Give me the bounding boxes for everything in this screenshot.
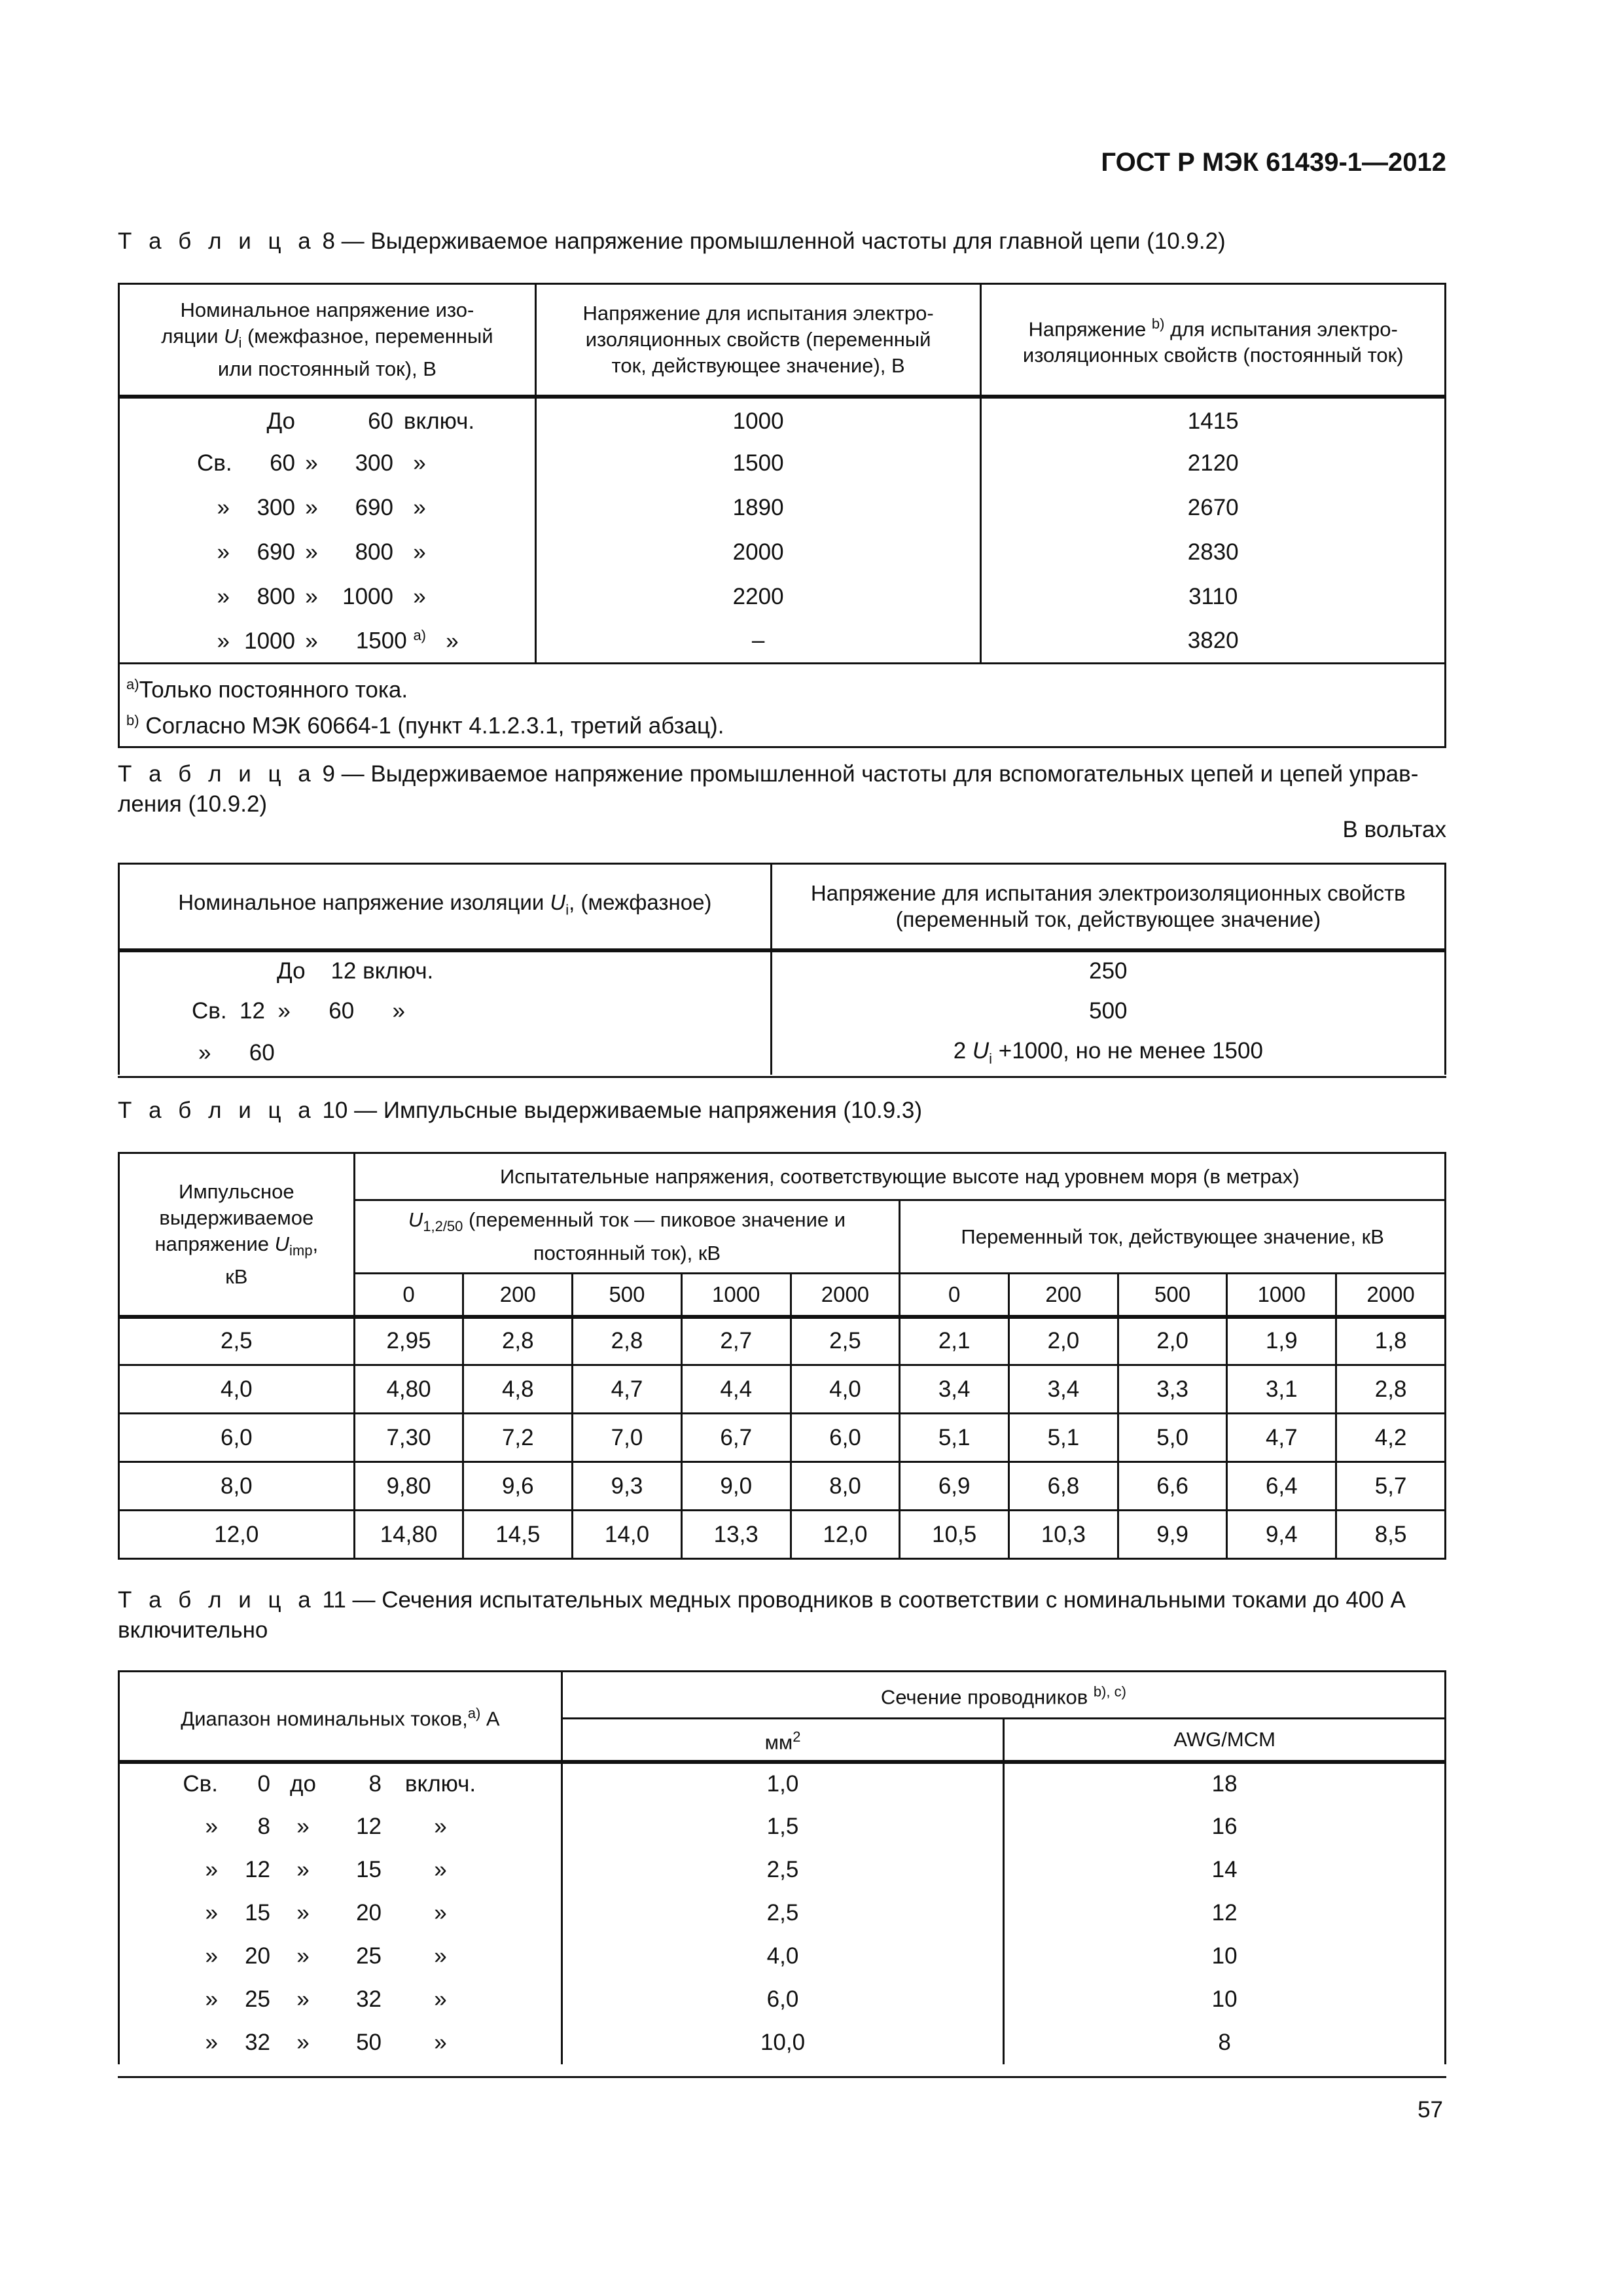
range-sep: »: [305, 583, 318, 609]
range-prefix: »: [205, 1899, 218, 1926]
range-sep: »: [296, 1813, 310, 1839]
range-suffix: »: [434, 1856, 447, 1882]
table10-cell: 9,3: [573, 1462, 682, 1511]
table10-cell: 4,0: [791, 1365, 900, 1414]
table11-mm2-value: 2,5: [562, 1848, 1003, 1892]
table8: [118, 283, 1446, 748]
range-suffix: включ.: [404, 1771, 476, 1797]
range-sep: »: [296, 2029, 310, 2055]
table10-cell: 4,2: [1336, 1414, 1446, 1462]
table10-cell: 2,0: [1118, 1317, 1227, 1365]
range-prefix: »: [205, 1856, 218, 1882]
range-prefix: »: [217, 539, 230, 565]
range-to: 690: [355, 494, 393, 520]
table-row: [119, 441, 1446, 486]
table10-cell: 3,4: [1009, 1365, 1118, 1414]
range-sep: »: [296, 1899, 310, 1926]
table9-row3-value: 2 $U_i +1000$, но не менее 1500: [771, 1031, 1445, 1075]
table8-notes: [119, 664, 1446, 747]
table9-units: В вольтах: [1342, 817, 1446, 842]
range-to: 50: [356, 2029, 382, 2055]
table8-ac-value: 2200: [535, 575, 981, 619]
table10-body: [119, 1317, 1446, 1559]
table10-cell: 7,0: [573, 1414, 682, 1462]
range-to: 300: [355, 450, 393, 476]
table-row: [119, 619, 1446, 664]
table8-ac-value: 1890: [535, 486, 981, 530]
range-to: 32: [356, 1986, 382, 2012]
table10-sub-impulse: $U_{1,2/50}$ (переменный ток — пиковое значение и постоянный ток), кВ: [354, 1200, 900, 1274]
table-row: [119, 1462, 1446, 1511]
table8-dc-value: 2670: [981, 486, 1446, 530]
table11-range: [119, 1762, 562, 1805]
range-to: 800: [355, 539, 393, 565]
range-from: До: [266, 408, 295, 434]
table8-range: [119, 530, 536, 575]
range-from: 690: [257, 539, 295, 565]
table10-uimp-value: 2,5: [119, 1317, 355, 1365]
table-row: [119, 1848, 1446, 1892]
range-suffix: »: [413, 494, 426, 520]
table9-row2-range: Св. 12 » 60 »: [119, 991, 772, 1031]
table8-dc-value: 3820: [981, 619, 1446, 664]
range-suffix: »: [413, 583, 426, 609]
table-row: [119, 1892, 1446, 1935]
table8-col-ac: Напряжение для испытания электро- изоляционных свойств (переменный ток, действующее значение), В: [535, 284, 981, 397]
range-suffix: »: [446, 628, 459, 654]
table10-cell: 6,8: [1009, 1462, 1118, 1511]
range-from: 15: [245, 1899, 270, 1926]
range-from: 8: [257, 1813, 270, 1839]
table8-note-a: $^{a)}$Только постоянного тока.: [126, 676, 408, 703]
table10-cell: 4,7: [1227, 1414, 1336, 1462]
table10-uimp-value: 6,0: [119, 1414, 355, 1462]
table11-range: [119, 1892, 562, 1935]
table10-cell: 6,0: [791, 1414, 900, 1462]
table10-cell: 10,3: [1009, 1511, 1118, 1559]
table10-cell: 7,30: [354, 1414, 463, 1462]
table10-altitude: 1000: [681, 1274, 791, 1317]
table11-mm2-value: 6,0: [562, 1978, 1003, 2021]
table10-group-header: Испытательные напряжения, соответствующие высоте над уровнем моря (в метрах): [354, 1153, 1445, 1200]
standard-designation: ГОСТ Р МЭК 61439-1—2012: [1101, 148, 1446, 177]
range-prefix: »: [205, 1943, 218, 1969]
table10-cell: 3,3: [1118, 1365, 1227, 1414]
range-prefix: »: [205, 2029, 218, 2055]
range-suffix: »: [434, 1943, 447, 1969]
table10-cell: 2,95: [354, 1317, 463, 1365]
table8-col-nominal: Номинальное напряжение изо- ляции $U_i$ (межфазное, переменный или постоянный ток), В: [119, 284, 536, 397]
table10-cell: 4,8: [463, 1365, 573, 1414]
table10-altitude: 2000: [791, 1274, 900, 1317]
table11-body: [119, 1762, 1446, 2064]
range-from: 20: [245, 1943, 270, 1969]
table-row: [119, 2021, 1446, 2064]
table-row: [119, 1978, 1446, 2021]
table8-ac-value: –: [535, 619, 981, 664]
table11-col-awg: AWG/MCM: [1004, 1719, 1446, 1762]
table11-group-header: Сечение проводников $^{b), c)}$: [562, 1672, 1445, 1719]
range-to: 12: [356, 1813, 382, 1839]
table10-uimp-value: 4,0: [119, 1365, 355, 1414]
table10-cell: 9,0: [681, 1462, 791, 1511]
range-sep: »: [305, 450, 318, 476]
table-row: [119, 530, 1446, 575]
table9-row1-range: До 12 включ.: [119, 950, 772, 991]
table10-cell: 3,4: [900, 1365, 1009, 1414]
table11: [118, 1670, 1446, 2064]
table8-dc-value: 3110: [981, 575, 1446, 619]
range-from: 60: [270, 450, 295, 476]
table11-awg-value: 10: [1004, 1978, 1446, 2021]
table11-bottom-border: [118, 2076, 1446, 2078]
table10-cell: 6,6: [1118, 1462, 1227, 1511]
table10-altitude: 500: [573, 1274, 682, 1317]
table10-cell: 8,0: [791, 1462, 900, 1511]
table10: [118, 1152, 1446, 1560]
table-row: [119, 486, 1446, 530]
table9-bottom-border: [118, 1076, 1446, 1078]
table10-altitude: 200: [463, 1274, 573, 1317]
table9-row1-value: 250: [771, 950, 1445, 991]
range-to: 60: [368, 408, 393, 434]
table-row: [119, 1317, 1446, 1365]
table11-awg-value: 10: [1004, 1935, 1446, 1978]
range-suffix: »: [413, 539, 426, 565]
table8-ac-value: 2000: [535, 530, 981, 575]
table11-mm2-value: 10,0: [562, 2021, 1003, 2064]
table8-range: [119, 486, 536, 530]
table10-cell: 6,7: [681, 1414, 791, 1462]
table11-col-mm2: $мм^2$: [562, 1719, 1003, 1762]
range-prefix: Св.: [197, 450, 232, 476]
table10-cell: 2,8: [573, 1317, 682, 1365]
table10-cell: 1,8: [1336, 1317, 1446, 1365]
table8-dc-value: 1415: [981, 397, 1446, 441]
table10-uimp-value: 12,0: [119, 1511, 355, 1559]
table10-cell: 14,5: [463, 1511, 573, 1559]
table10-cell: 5,7: [1336, 1462, 1446, 1511]
table10-cell: 13,3: [681, 1511, 791, 1559]
range-sep: »: [296, 1986, 310, 2012]
table8-ac-value: 1000: [535, 397, 981, 441]
table10-col-uimp: Импульсное выдерживаемое напряжение $U_{imp}$, кВ: [119, 1153, 355, 1317]
table-row: [119, 1935, 1446, 1978]
table10-cell: 2,7: [681, 1317, 791, 1365]
table11-awg-value: 18: [1004, 1762, 1446, 1805]
table-row: [119, 1414, 1446, 1462]
range-suffix: »: [434, 1899, 447, 1926]
table10-cell: 2,0: [1009, 1317, 1118, 1365]
range-suffix: »: [434, 1986, 447, 2012]
table10-cell: 9,4: [1227, 1511, 1336, 1559]
range-prefix: »: [205, 1986, 218, 2012]
table10-cell: 14,80: [354, 1511, 463, 1559]
table11-range: [119, 1848, 562, 1892]
page-number: 57: [1418, 2097, 1443, 2123]
table8-caption: Т а б л и ц а 8 — Выдерживаемое напряжение промышленной частоты для главной цепи (10.9.2): [118, 228, 1226, 254]
table-row: [119, 1365, 1446, 1414]
table10-cell: 12,0: [791, 1511, 900, 1559]
table8-range: [119, 397, 536, 441]
table8-col-dc: Напряжение $^{b)}$ для испытания электро- изоляционных свойств (постоянный ток): [981, 284, 1446, 397]
table10-sub-ac: Переменный ток, действующее значение, кВ: [900, 1200, 1446, 1274]
table10-cell: 6,4: [1227, 1462, 1336, 1511]
range-sep: »: [305, 628, 318, 654]
table10-cell: 1,9: [1227, 1317, 1336, 1365]
table8-range: [119, 619, 536, 664]
table11-awg-value: 16: [1004, 1805, 1446, 1848]
table-row: [119, 1511, 1446, 1559]
table10-cell: 4,7: [573, 1365, 682, 1414]
range-from: 25: [245, 1986, 270, 2012]
table9-col-test: Напряжение для испытания электроизоляционных свойств (переменный ток, действующее значение): [771, 864, 1445, 950]
range-from: 1000: [244, 628, 295, 654]
range-sep: »: [296, 1943, 310, 1969]
table-row: [119, 1805, 1446, 1848]
table10-cell: 2,8: [1336, 1365, 1446, 1414]
table11-caption: Т а б л и ц а 11 — Сечения испытательных медных проводников в соответствии с номинальными токами до 400 А включительно: [118, 1587, 1406, 1643]
table10-cell: 5,1: [1009, 1414, 1118, 1462]
range-to: 20: [356, 1899, 382, 1926]
range-prefix: Св.: [183, 1771, 218, 1797]
table10-altitude: 500: [1118, 1274, 1227, 1317]
table10-altitude: 2000: [1336, 1274, 1446, 1317]
range-prefix: »: [217, 494, 230, 520]
table10-altitude: 0: [900, 1274, 1009, 1317]
table-row: [119, 575, 1446, 619]
table10-cell: 4,80: [354, 1365, 463, 1414]
table8-dc-value: 2830: [981, 530, 1446, 575]
table10-cell: 6,9: [900, 1462, 1009, 1511]
range-to: 1500 $^{a)}$: [355, 626, 426, 654]
table10-cell: 14,0: [573, 1511, 682, 1559]
range-from: 12: [245, 1856, 270, 1882]
table11-mm2-value: 1,0: [562, 1762, 1003, 1805]
table11-col-range: Диапазон номинальных токов,$^{a)}$ А: [119, 1672, 562, 1762]
range-from: 0: [257, 1771, 270, 1797]
table-row: [119, 397, 1446, 441]
range-to: 8: [368, 1771, 382, 1797]
range-from: 800: [257, 583, 295, 609]
table10-cell: 10,5: [900, 1511, 1009, 1559]
table10-uimp-value: 8,0: [119, 1462, 355, 1511]
table9: [118, 863, 1446, 1075]
range-to: 15: [356, 1856, 382, 1882]
table11-range: [119, 1935, 562, 1978]
range-suffix: »: [413, 450, 426, 476]
range-to: 1000: [342, 583, 393, 609]
range-sep: »: [305, 494, 318, 520]
range-suffix: включ.: [403, 408, 475, 434]
table11-awg-value: 14: [1004, 1848, 1446, 1892]
table8-note-b: $^{b)}$ Согласно МЭК 60664-1 (пункт 4.1.2.3.1, третий абзац).: [126, 711, 724, 739]
table11-mm2-value: 2,5: [562, 1892, 1003, 1935]
table8-dc-value: 2120: [981, 441, 1446, 486]
table8-body: [119, 397, 1446, 664]
range-prefix: »: [217, 583, 230, 609]
table11-range: [119, 1805, 562, 1848]
table10-cell: 5,0: [1118, 1414, 1227, 1462]
table10-caption: Т а б л и ц а 10 — Импульсные выдерживаемые напряжения (10.9.3): [118, 1098, 923, 1123]
table10-cell: 7,2: [463, 1414, 573, 1462]
range-prefix: »: [217, 628, 230, 654]
table-row: [119, 1762, 1446, 1805]
table9-caption: Т а б л и ц а 9 — Выдерживаемое напряжение промышленной частоты для вспомогательных цепей и цепей управ- ления (10.9.2): [118, 761, 1419, 817]
table10-cell: 9,6: [463, 1462, 573, 1511]
table10-altitude: 200: [1009, 1274, 1118, 1317]
range-prefix: »: [205, 1813, 218, 1839]
table10-cell: 5,1: [900, 1414, 1009, 1462]
range-sep: »: [305, 539, 318, 565]
table10-cell: 8,5: [1336, 1511, 1446, 1559]
table8-range: [119, 575, 536, 619]
table10-cell: 2,1: [900, 1317, 1009, 1365]
table10-cell: 4,4: [681, 1365, 791, 1414]
table11-range: [119, 1978, 562, 2021]
table8-ac-value: 1500: [535, 441, 981, 486]
range-from: 300: [257, 494, 295, 520]
table10-cell: 2,8: [463, 1317, 573, 1365]
table11-mm2-value: 1,5: [562, 1805, 1003, 1848]
table10-altitude: 1000: [1227, 1274, 1336, 1317]
range-suffix: »: [434, 1813, 447, 1839]
table10-cell: 9,80: [354, 1462, 463, 1511]
table11-awg-value: 12: [1004, 1892, 1446, 1935]
table8-range: [119, 441, 536, 486]
range-to: 25: [356, 1943, 382, 1969]
range-suffix: »: [434, 2029, 447, 2055]
table10-cell: 2,5: [791, 1317, 900, 1365]
table10-altitude: 0: [354, 1274, 463, 1317]
table11-awg-value: 8: [1004, 2021, 1446, 2064]
table11-range: [119, 2021, 562, 2064]
range-sep: до: [290, 1771, 316, 1797]
table11-mm2-value: 4,0: [562, 1935, 1003, 1978]
range-from: 32: [245, 2029, 270, 2055]
table10-cell: 9,9: [1118, 1511, 1227, 1559]
table10-cell: 3,1: [1227, 1365, 1336, 1414]
table9-row2-value: 500: [771, 991, 1445, 1031]
table9-col-nominal: Номинальное напряжение изоляции $U_i$, (межфазное): [119, 864, 772, 950]
table9-row3-range: » 60: [119, 1031, 772, 1075]
range-sep: »: [296, 1856, 310, 1882]
